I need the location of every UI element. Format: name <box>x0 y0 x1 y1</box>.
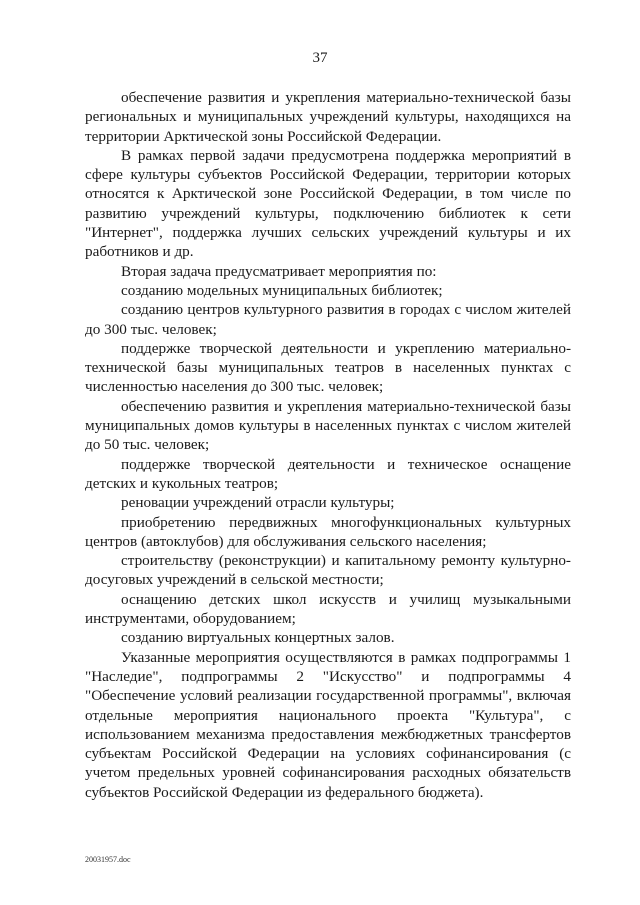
paragraph: обеспечению развития и укрепления материально-технической базы муниципальных домов культуры в населенных пунктах с числом жителей до 50 тыс. человек; <box>85 397 571 454</box>
paragraph: реновации учреждений отрасли культуры; <box>121 494 395 512</box>
paragraph: Вторая задача предусматривает мероприятия по: <box>121 262 437 280</box>
document-body <box>85 88 571 802</box>
paragraph: созданию центров культурного развития в городах с числом жителей до 300 тыс. человек; <box>85 301 571 338</box>
paragraph: оснащению детских школ искусств и училищ музыкальными инструментами, оборудованием; <box>85 590 571 628</box>
paragraph: поддержке творческой деятельности и укреплению материально-технической базы муниципальных театров в населенных пунктах с численностью населения до 300 тыс. человек; <box>85 339 571 396</box>
footer-file-code: 20031957.doc <box>85 855 131 864</box>
paragraph: В рамках первой задачи предусмотрена поддержка мероприятий в сфере культуры субъектов Российской Федерации, территории которых относятся к Арктической зоне Российской Федерации, в том числе по развитию учреждений культуры, подключению библиотек к сети "Интернет", поддержка лучших сельских учреждений культуры и их работников и др. <box>85 146 571 261</box>
paragraph: обеспечение развития и укрепления материально-технической базы региональных и муниципальных учреждений культуры, находящихся на территории Арктической зоны Российской Федерации. <box>85 89 571 145</box>
paragraph: созданию модельных муниципальных библиотек; <box>121 281 443 299</box>
paragraph: Указанные мероприятия осуществляются в рамках подпрограммы 1 "Наследие", подпрограммы 2 "Искусство" и подпрограммы 4 "Обеспечение условий реализации государственной программы", включая отдельные мероприятия национального проекта "Культура", с использованием механизма предоставления межбюджетных трансфертов субъектам Российской Федерации на условиях софинансирования (с учетом предельных уровней софинансирования расходных обязательств субъектов Российской Федерации из федерального бюджета). <box>85 648 571 801</box>
paragraph: поддержке творческой деятельности и техническое оснащение детских и кукольных театров; <box>85 455 571 492</box>
page-number: 37 <box>312 50 328 66</box>
paragraph: приобретению передвижных многофункциональных культурных центров (автоклубов) для обслуживания сельского населения; <box>85 513 571 550</box>
paragraph: строительству (реконструкции) и капитальному ремонту культурно-досуговых учреждений в сельской местности; <box>85 552 571 589</box>
paragraph: созданию виртуальных концертных залов. <box>121 629 395 647</box>
